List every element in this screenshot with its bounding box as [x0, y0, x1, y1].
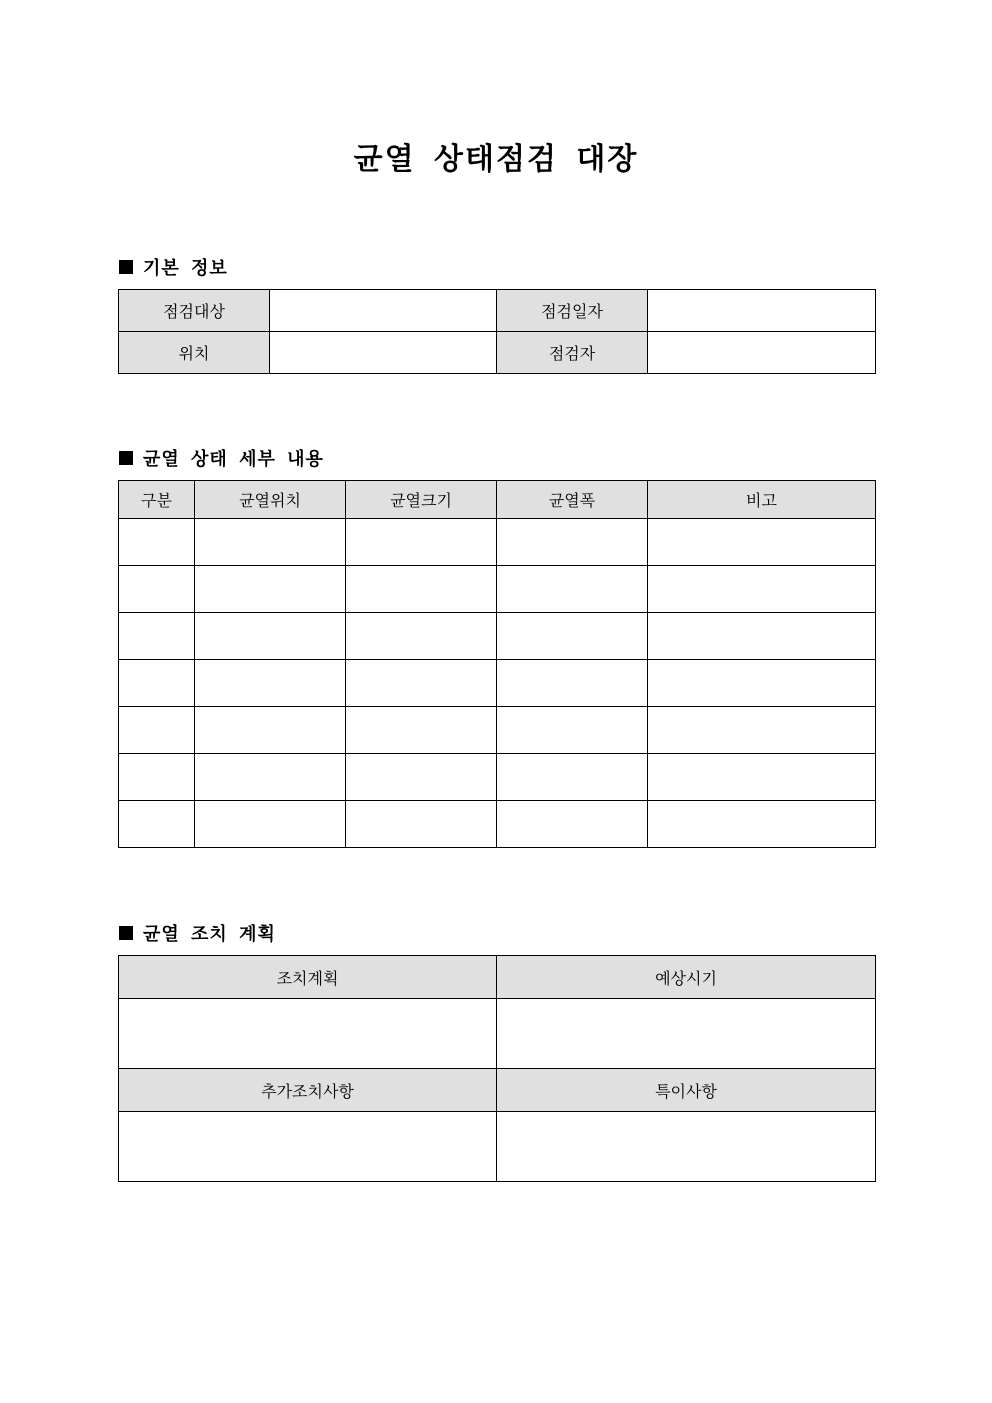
- action-plan-field[interactable]: [119, 999, 497, 1069]
- table-row: [119, 801, 876, 848]
- notes-field[interactable]: [497, 1112, 876, 1182]
- action-plan-table: [118, 955, 876, 1182]
- table-cell[interactable]: [497, 660, 648, 707]
- table-cell[interactable]: [195, 754, 346, 801]
- table-cell[interactable]: [195, 613, 346, 660]
- table-cell[interactable]: [497, 566, 648, 613]
- inspector-label: 점검자: [497, 332, 648, 374]
- square-bullet-icon: [119, 451, 133, 465]
- table-cell[interactable]: [195, 707, 346, 754]
- location-field[interactable]: [270, 332, 497, 374]
- table-cell[interactable]: [346, 707, 497, 754]
- table-row: [119, 660, 876, 707]
- table-cell[interactable]: [195, 519, 346, 566]
- table-cell[interactable]: [497, 519, 648, 566]
- basic-info-row: [119, 332, 876, 374]
- table-cell[interactable]: [497, 801, 648, 848]
- table-cell[interactable]: [346, 613, 497, 660]
- section-detail-title: 균열 상태 세부 내용: [143, 449, 324, 470]
- table-cell[interactable]: [346, 519, 497, 566]
- table-cell[interactable]: [346, 801, 497, 848]
- square-bullet-icon: [119, 926, 133, 940]
- table-cell[interactable]: [346, 660, 497, 707]
- column-header: 균열크기: [346, 481, 497, 519]
- section-detail-heading: [119, 445, 324, 471]
- table-cell[interactable]: [497, 613, 648, 660]
- plan-header-row: [119, 1069, 876, 1112]
- date-label: 점검일자: [497, 290, 648, 332]
- inspector-field[interactable]: [648, 332, 876, 374]
- column-header: 균열폭: [497, 481, 648, 519]
- table-cell[interactable]: [648, 707, 876, 754]
- target-field[interactable]: [270, 290, 497, 332]
- table-cell[interactable]: [648, 754, 876, 801]
- plan-body-row: [119, 1112, 876, 1182]
- table-cell[interactable]: [195, 660, 346, 707]
- plan-header-row: [119, 956, 876, 999]
- page-title: 균열 상태점검 대장: [353, 142, 639, 177]
- table-cell[interactable]: [195, 801, 346, 848]
- column-header: 구분: [119, 481, 195, 519]
- table-row: [119, 613, 876, 660]
- expected-time-label: 예상시기: [497, 956, 876, 999]
- location-label: 위치: [119, 332, 270, 374]
- notes-label: 특이사항: [497, 1069, 876, 1112]
- action-plan-label: 조치계획: [119, 956, 497, 999]
- table-cell[interactable]: [648, 566, 876, 613]
- table-row: [119, 519, 876, 566]
- target-label: 점검대상: [119, 290, 270, 332]
- table-cell[interactable]: [119, 801, 195, 848]
- expected-time-field[interactable]: [497, 999, 876, 1069]
- date-field[interactable]: [648, 290, 876, 332]
- table-cell[interactable]: [346, 566, 497, 613]
- section-plan-heading: [119, 920, 276, 946]
- crack-detail-table: [118, 480, 876, 848]
- section-basic-info-heading: [119, 254, 228, 280]
- table-cell[interactable]: [119, 707, 195, 754]
- table-cell[interactable]: [648, 613, 876, 660]
- column-header: 균열위치: [195, 481, 346, 519]
- table-cell[interactable]: [119, 613, 195, 660]
- section-basic-info-title: 기본 정보: [143, 258, 228, 279]
- detail-header-row: [119, 481, 876, 519]
- basic-info-row: [119, 290, 876, 332]
- additional-action-field[interactable]: [119, 1112, 497, 1182]
- plan-body-row: [119, 999, 876, 1069]
- table-cell[interactable]: [648, 801, 876, 848]
- basic-info-table: [118, 289, 876, 374]
- additional-action-label: 추가조치사항: [119, 1069, 497, 1112]
- table-cell[interactable]: [497, 707, 648, 754]
- section-plan-title: 균열 조치 계획: [143, 924, 276, 945]
- table-cell[interactable]: [119, 660, 195, 707]
- column-header: 비고: [648, 481, 876, 519]
- table-cell[interactable]: [346, 754, 497, 801]
- table-cell[interactable]: [497, 754, 648, 801]
- table-cell[interactable]: [648, 660, 876, 707]
- table-cell[interactable]: [195, 566, 346, 613]
- table-cell[interactable]: [119, 754, 195, 801]
- table-row: [119, 754, 876, 801]
- table-row: [119, 566, 876, 613]
- square-bullet-icon: [119, 260, 133, 274]
- table-row: [119, 707, 876, 754]
- table-cell[interactable]: [119, 566, 195, 613]
- table-cell[interactable]: [648, 519, 876, 566]
- table-cell[interactable]: [119, 519, 195, 566]
